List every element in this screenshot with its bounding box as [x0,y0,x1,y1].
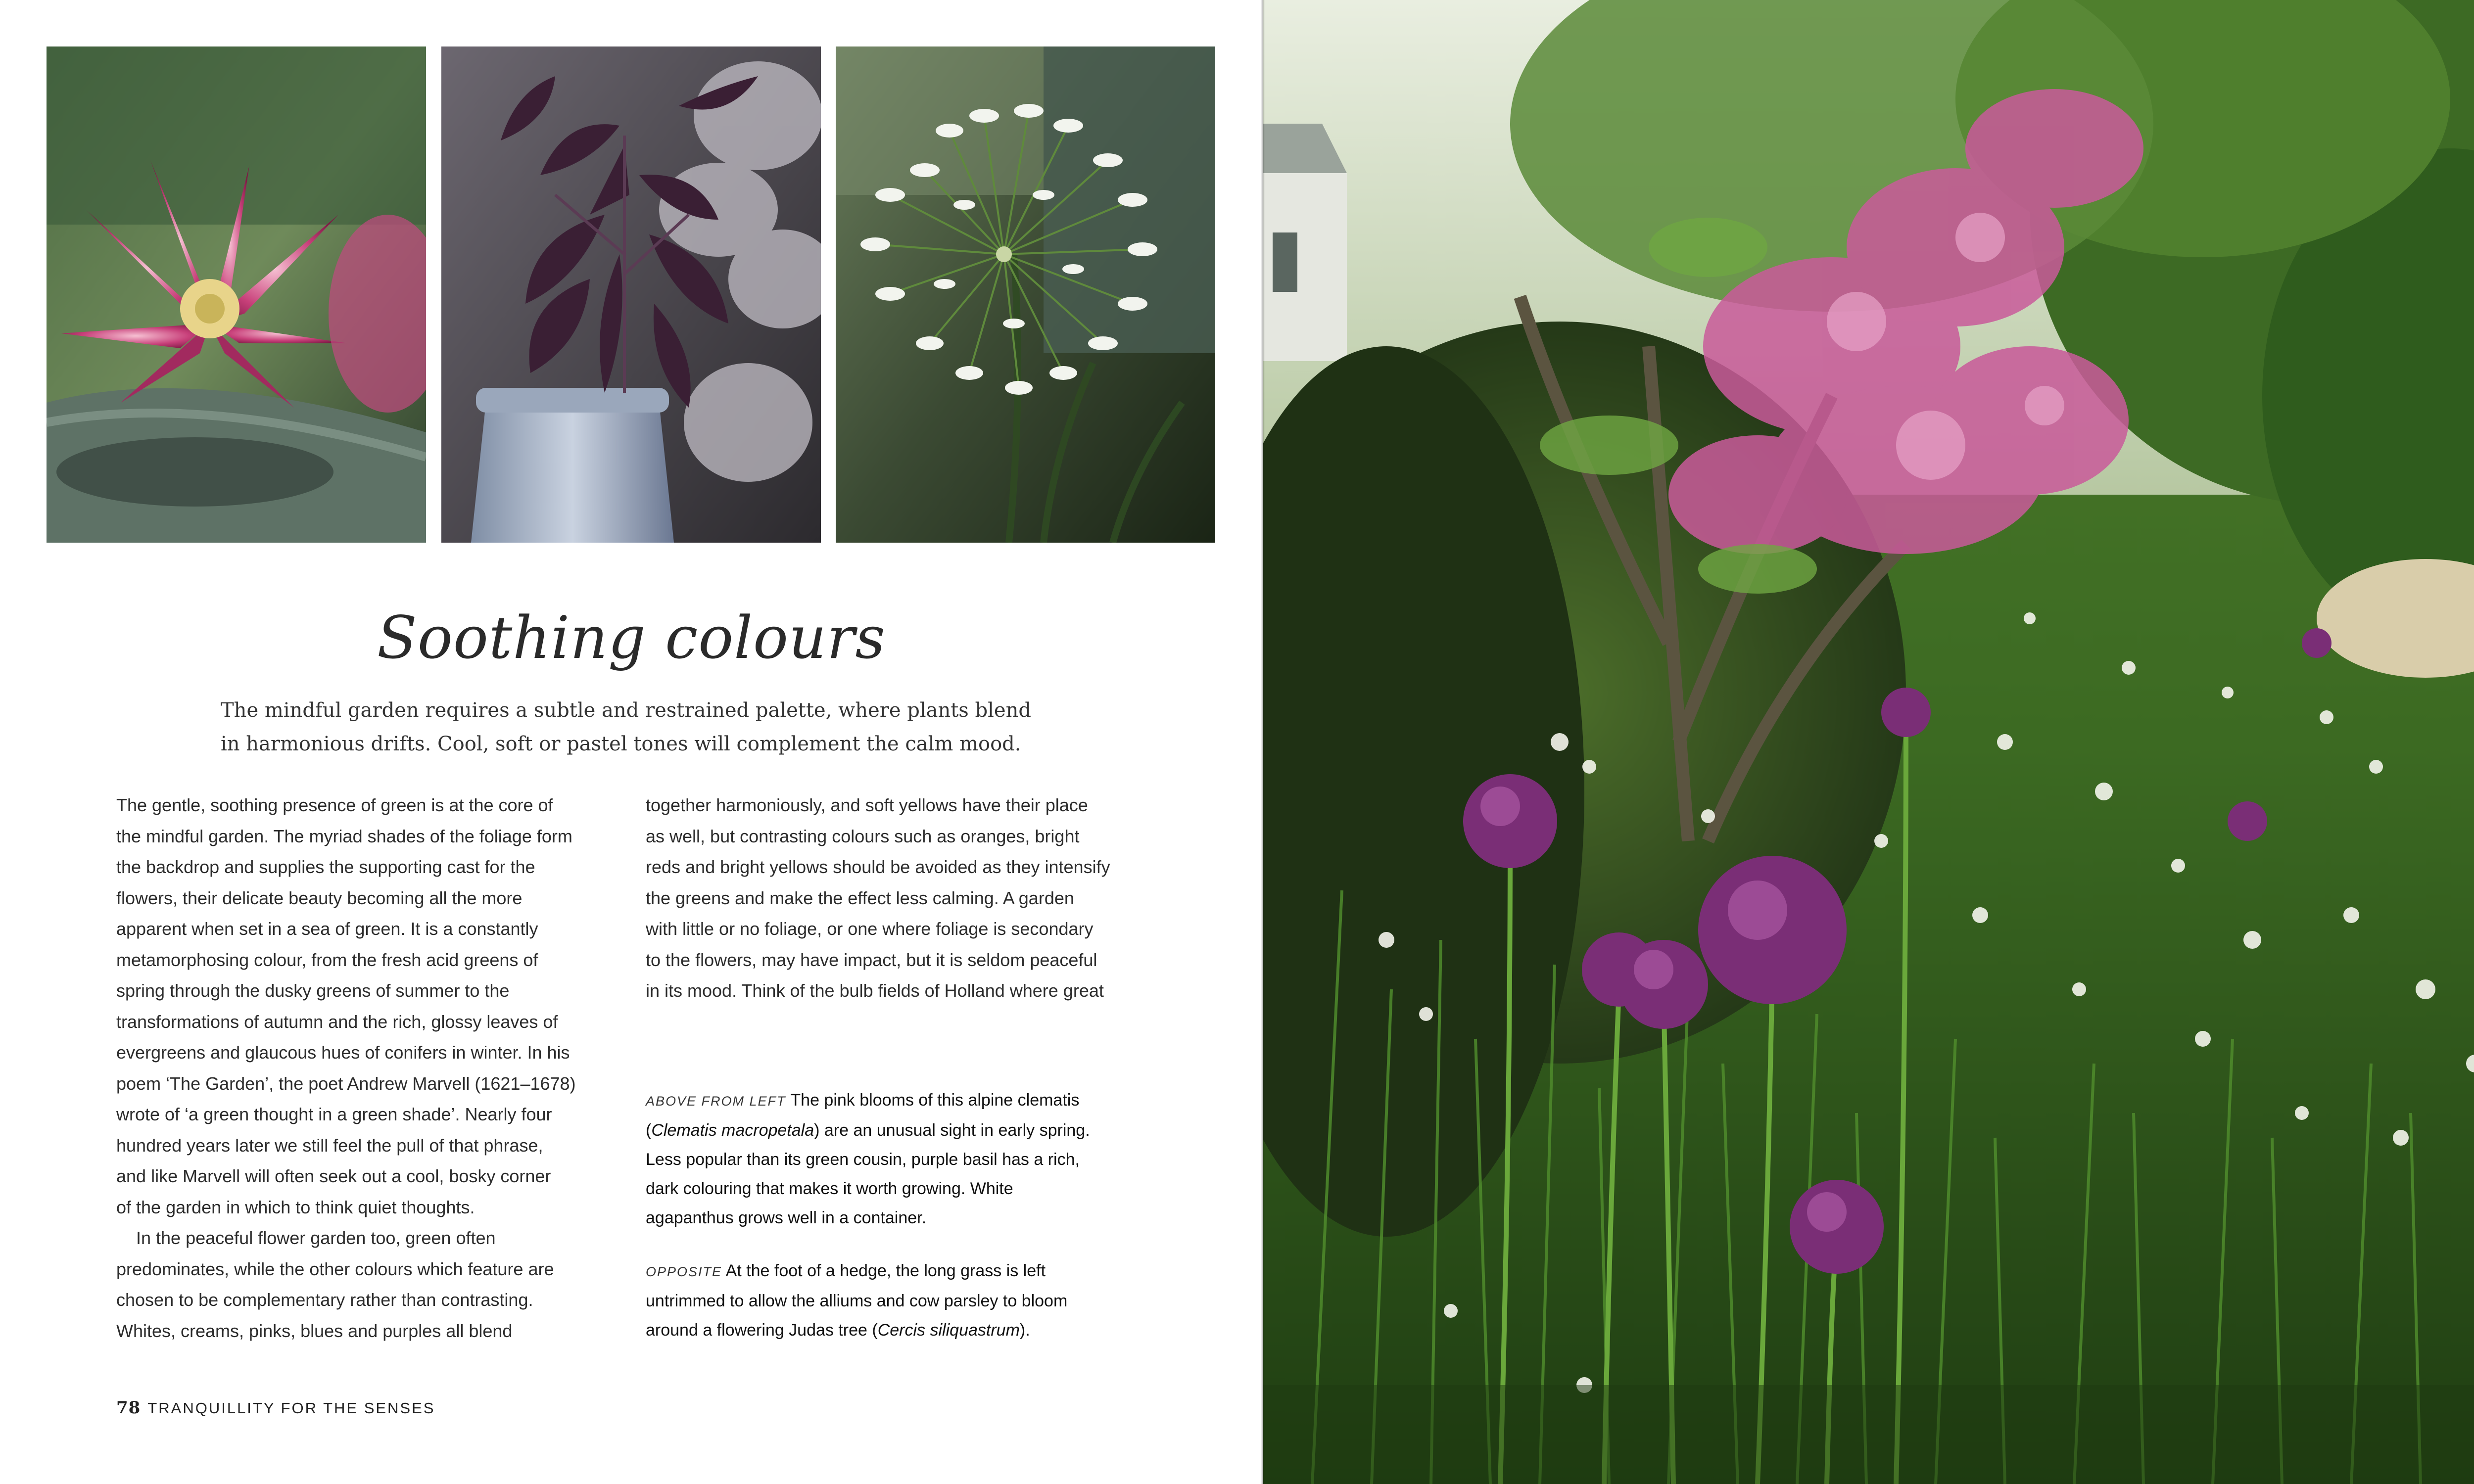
caption-above [646,1086,1155,1233]
garden-photo-right-page [1263,0,2474,1484]
caption-text: ) are an unusual sight in early spring. [814,1121,1090,1140]
caption-text: The pink blooms of this alpine clematis [790,1091,1080,1110]
caption-line: Less popular than its green cousin, purple basil has a rich, [646,1150,1080,1169]
caption-line: dark colouring that makes it worth growing. White [646,1179,1013,1198]
body-line: Whites, creams, pinks, blues and purples all blend [116,1320,513,1341]
caption-text: ). [1019,1321,1030,1340]
caption-opposite [646,1256,1155,1345]
body-line: in its mood. Think of the bulb fields of Holland where great [646,980,1104,1001]
page-footer [116,1398,435,1418]
body-line: evergreens and glaucous hues of conifers in winter. In his [116,1042,570,1063]
body-line: metamorphosing colour, from the fresh acid greens of [116,949,538,970]
caption-line [646,1116,1155,1145]
body-line: as well, but contrasting colours such as oranges, bright [646,826,1080,846]
spine-gutter [1261,0,1265,1484]
page-title: Soothing colours [377,603,886,672]
body-line: the mindful garden. The myriad shades of the foliage form [116,826,572,846]
body-line: predominates, while the other colours which feature are [116,1258,554,1279]
body-line: the greens and make the effect less calming. A garden [646,887,1074,908]
caption-italic: Clematis macropetala [651,1121,814,1140]
caption-label: ABOVE FROM LEFT [646,1094,786,1109]
caption-label: OPPOSITE [646,1264,722,1279]
body-line: reds and bright yellows should be avoided as they intensify [646,857,1110,877]
body-line: poem ‘The Garden’, the poet Andrew Marvell (1621–1678) [116,1073,576,1094]
body-line: apparent when set in a sea of green. It is a constantly [116,919,538,939]
body-line: flowers, their delicate beauty becoming all the more [116,887,523,908]
body-line: with little or no foliage, or one where foliage is secondary [646,919,1094,939]
body-line: of the garden in which to think quiet thoughts. [116,1197,475,1217]
body-line: In the peaceful flower garden too, green often [116,1228,496,1248]
body-line: The gentle, soothing presence of green is at the core of [116,795,553,815]
body-line: the backdrop and supplies the supporting cast for the [116,857,535,877]
clematis-photo [47,46,426,543]
caption-line [646,1256,1155,1287]
agapanthus-photo [836,46,1215,543]
body-column-left [116,790,626,1346]
purple-basil-photo [441,46,821,543]
body-line: chosen to be complementary rather than contrasting. [116,1290,533,1310]
intro-line: The mindful garden requires a subtle and restrained palette, where plants blend [221,699,1031,722]
body-line: spring through the dusky greens of summer to the [116,980,510,1001]
section-name: TRANQUILLITY FOR THE SENSES [147,1399,435,1417]
body-line: to the flowers, may have impact, but it is seldom peaceful [646,949,1097,970]
caption-line: agapanthus grows well in a container. [646,1208,927,1227]
caption-line [646,1316,1155,1345]
intro-line: in harmonious drifts. Cool, soft or pastel tones will complement the calm mood. [221,733,1021,755]
caption-text: around a flowering Judas tree ( [646,1321,878,1340]
intro-paragraph [221,694,1062,761]
body-line: hundred years later we still feel the pull of that phrase, [116,1135,543,1156]
page-number: 78 [116,1398,141,1418]
caption-italic: Cercis siliquastrum [877,1321,1020,1340]
body-line: transformations of autumn and the rich, glossy leaves of [116,1011,558,1032]
body-line: and like Marvell will often seek out a cool, bosky corner [116,1166,551,1186]
body-line: wrote of ‘a green thought in a green shade’. Nearly four [116,1104,552,1124]
caption-line [646,1086,1155,1116]
caption-text: At the foot of a hedge, the long grass is left [725,1261,1046,1280]
caption-line: untrimmed to allow the alliums and cow parsley to bloom [646,1292,1068,1310]
body-column-right [646,790,1155,1007]
caption-text: ( [646,1121,652,1140]
body-line: together harmoniously, and soft yellows have their place [646,795,1088,815]
